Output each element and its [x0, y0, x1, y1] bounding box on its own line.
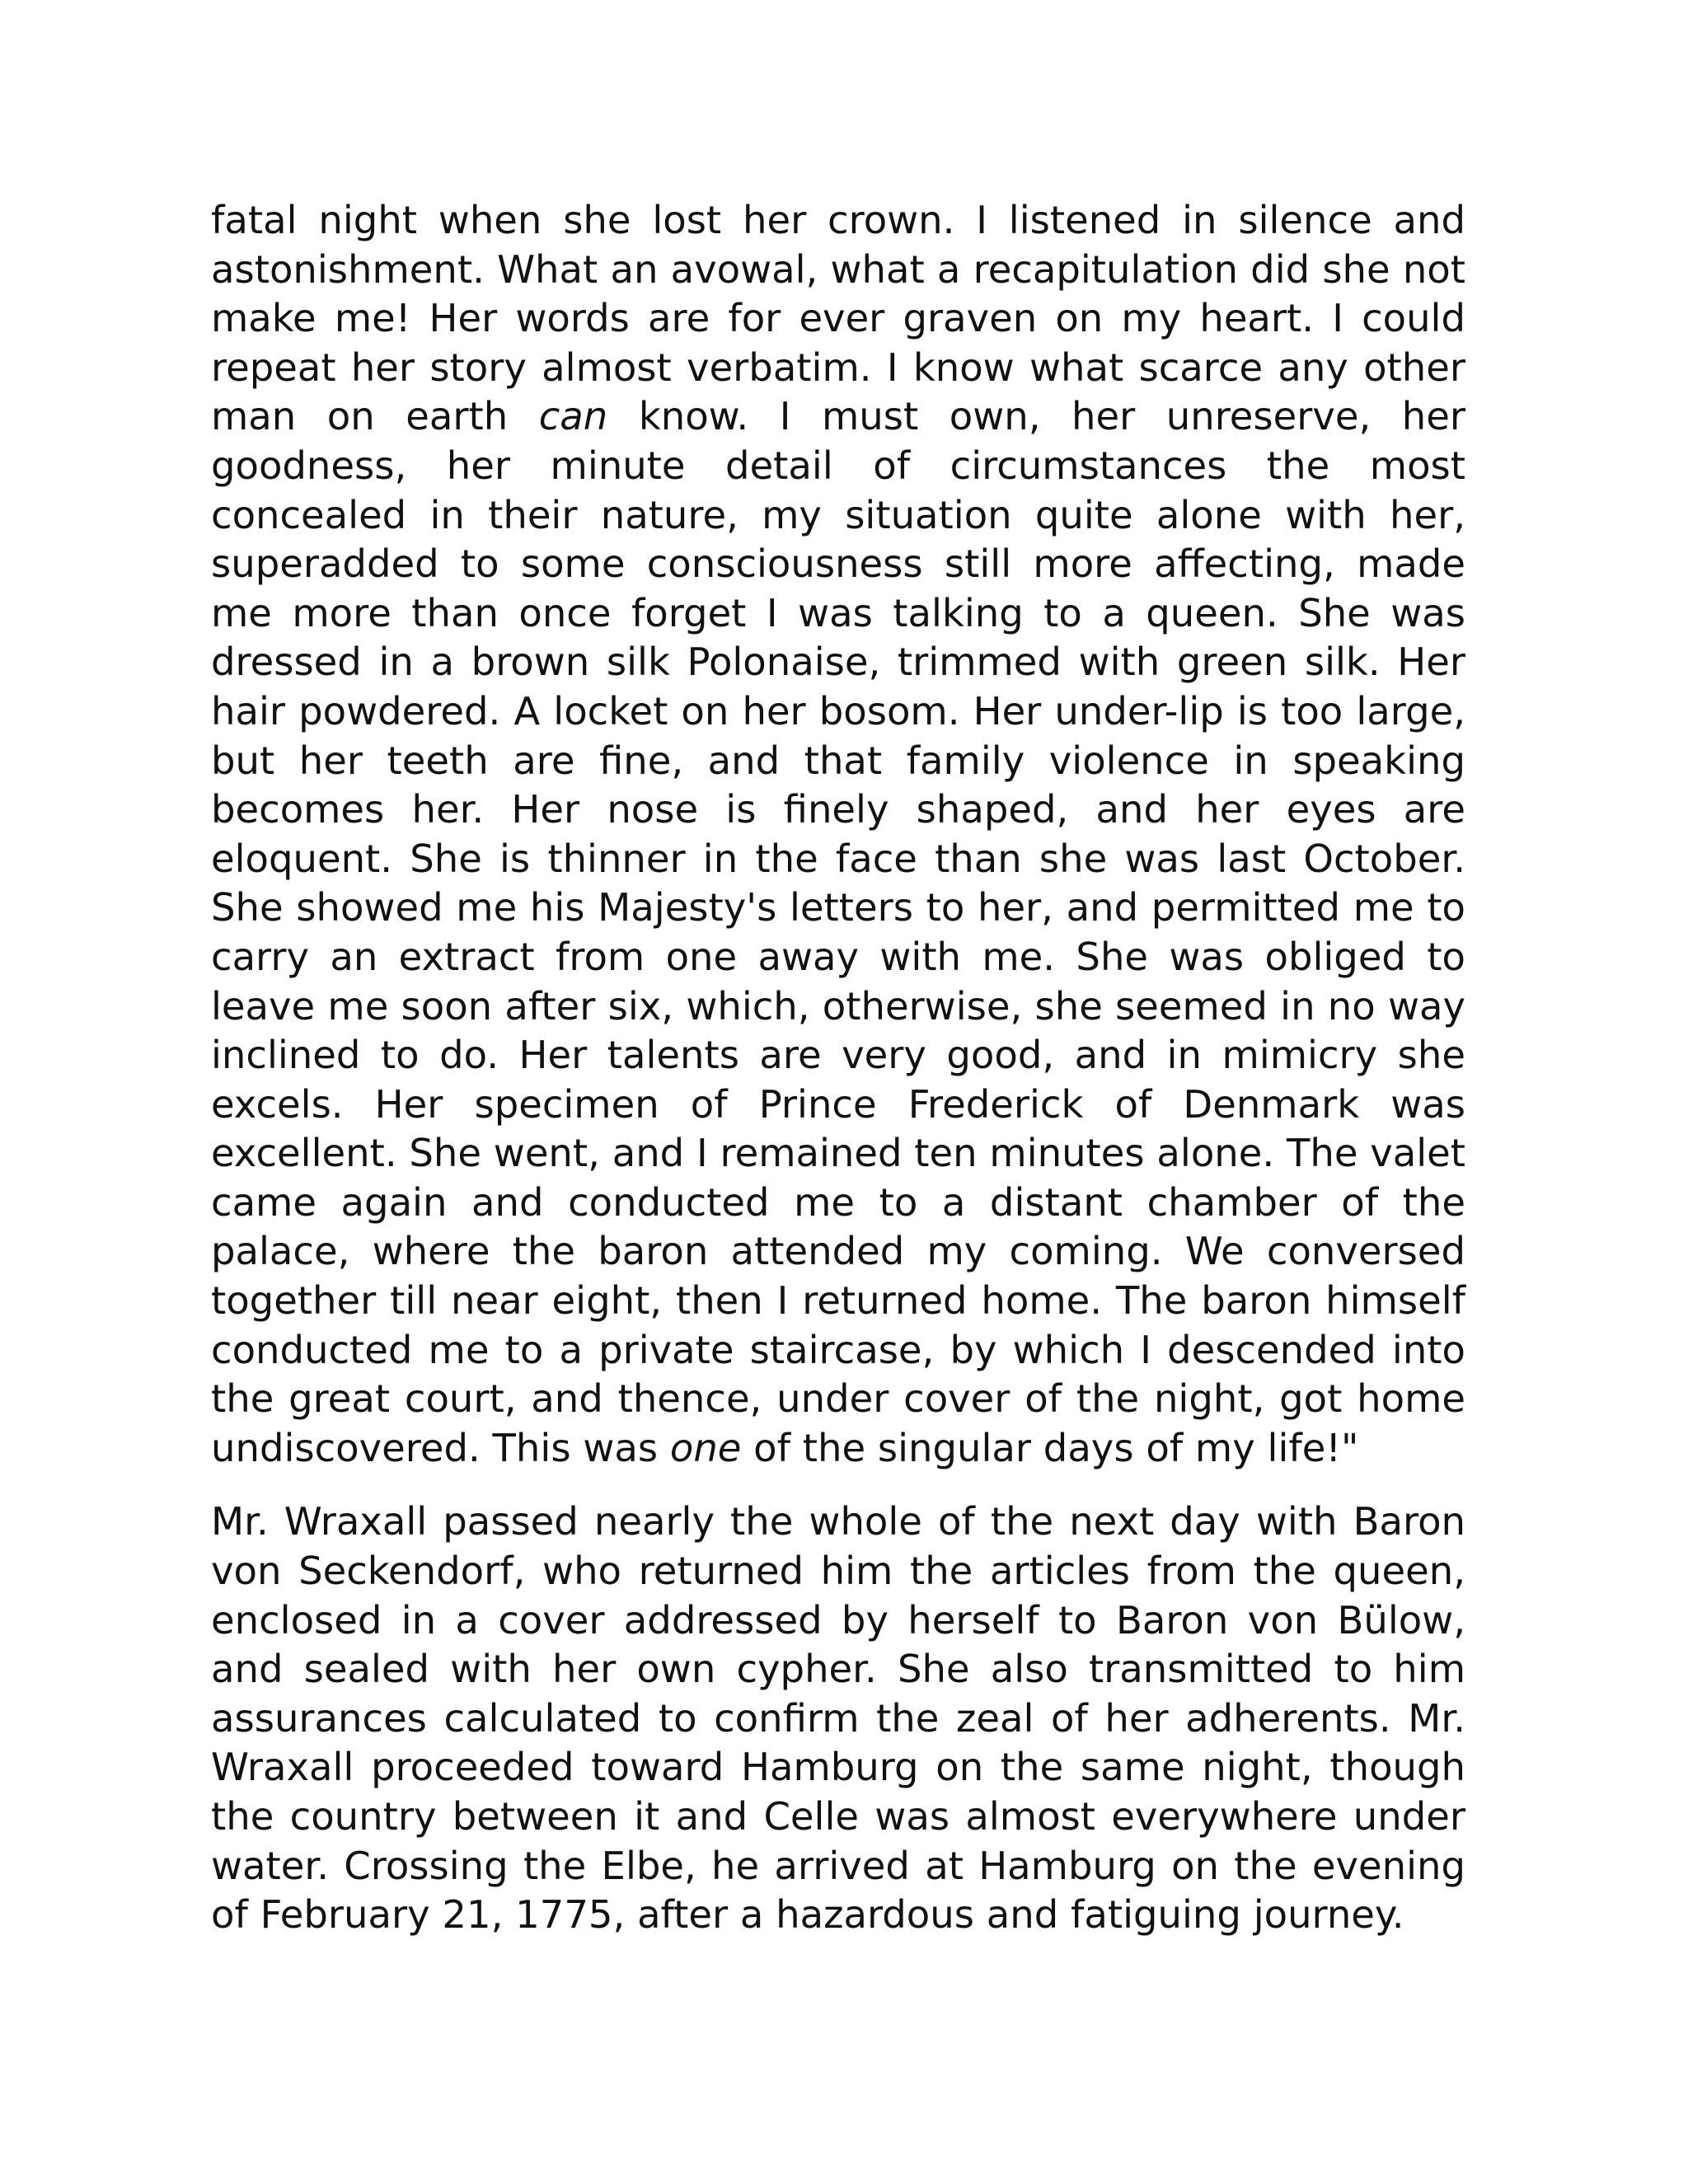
- text-run: fatal night when she lost her crown. I listened in silence and astonishment. What an avowal, what a recapitulation did she not make me! Her words are for ever graven on my heart. I could repeat her story almost verbatim. I know what scarce any other man on earth: [211, 198, 1465, 439]
- paragraph-queen-interview: [211, 196, 1465, 1473]
- paragraph-journey-to-hamburg: [211, 1497, 1465, 1939]
- body-text: [211, 196, 1465, 1940]
- italic-text-run: can: [538, 394, 608, 439]
- text-run: know. I must own, her unreserve, her goodness, her minute detail of circumstances the most concealed in their nature, my situation quite alone with her, superadded to some consciousness still more affecting, made me more than once forget I was talking to a queen. She was dressed in a brown silk Polonaise, trimmed with green silk. Her hair powdered. A locket on her bosom. Her under-lip is too large, but her teeth are fine, and that family violence in speaking becomes her. Her nose is finely shaped, and her eyes are eloquent. She is thinner in the face than she was last October. She showed me his Majesty's letters to her, and permitted me to carry an extract from one away with me. She was obliged to leave me soon after six, which, otherwise, she seemed in no way inclined to do. Her talents are very good, and in mimicry she excels. Her specimen of Prince Frederick of Denmark was excellent. She went, and I remained ten minutes alone. The valet came again and conducted me to a distant chamber of the palace, where the baron attended my coming. We conversed together till near eight, then I returned home. The baron himself conducted me to a private staircase, by which I descended into the great court, and thence, under cover of the night, got home undiscovered. This was: [211, 394, 1466, 1470]
- text-run: of the singular days of my life!": [741, 1425, 1359, 1470]
- text-run: Mr. Wraxall passed nearly the whole of the next day with Baron von Seckendorf, who returned him the articles from the queen, enclosed in a cover addressed by herself to Baron von Bülow, and sealed with her own cypher. She also transmitted to him assurances calculated to confirm the zeal of her adherents. Mr. Wraxall proceeded toward Hamburg on the same night, though the country between it and Celle was almost everywhere under water. Crossing the Elbe, he arrived at Hamburg on the evening of February 21, 1775, after a hazardous and fatiguing journey.: [211, 1499, 1465, 1938]
- italic-text-run: one: [669, 1425, 742, 1470]
